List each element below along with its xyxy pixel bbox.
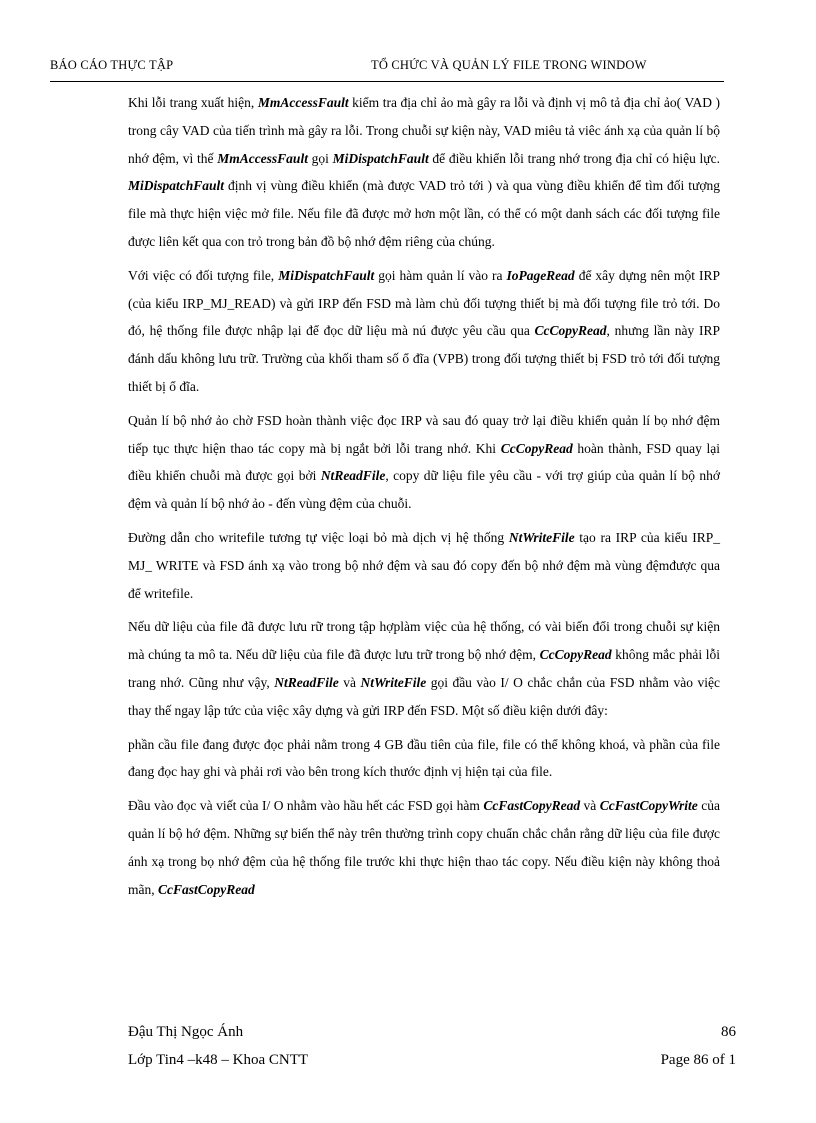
paragraph-text: Khi lỗi trang xuất hiện, (128, 95, 258, 110)
paragraph-text: Với việc có đối tượng file, (128, 267, 279, 283)
paragraph-text: gọi (307, 150, 333, 166)
paragraph-text: hoàn thành, FSD quay lại điều khiển chuỗi mà được gọi bởi (128, 440, 720, 484)
footer-line-2 (128, 1052, 736, 1072)
paragraph-text: Nếu dữ liệu của file đã được lưu rữ trong tập hợplàm việc của hệ thống, có vài biến đổi trong chuỗi sự kiện mà chúng ta mô ta. Nếu dữ liệu của file đã được lưu trữ trong bộ nhớ đệm, (128, 619, 720, 663)
function-name: CcCopyRead (539, 647, 612, 663)
header-rule (50, 81, 724, 82)
function-name: CcFastCopyRead (158, 881, 255, 897)
function-name: CcCopyRead (534, 323, 607, 339)
body-paragraph (128, 262, 720, 401)
header-right-title: TỔ CHỨC VÀ QUẢN LÝ FILE TRONG WINDOW (371, 58, 647, 72)
paragraph-text: gọi hàm quản lí vào ra (374, 267, 507, 283)
paragraph-text: gọi đầu vào I/ O chắc chắn của FSD nhằm vào việc thay thế ngay lập tức của việc xây dựng và gửi IRP đến FSD. Một số điều kiện dưới đây: (128, 674, 720, 718)
paragraph-text: Đường dẫn cho writefile tương tự việc loại bỏ mà dịch vị hệ thống (128, 529, 509, 545)
paragraph-text: và (580, 798, 600, 814)
function-name: MmAccessFault (257, 95, 349, 110)
paragraph-text: Đầu vào đọc và viết của I/ O nhằm vào hầu hết các FSD gọi hàm (128, 798, 484, 814)
function-name: MiDispatchFault (278, 267, 375, 283)
body-paragraph (128, 89, 720, 256)
footer-author: Đậu Thị Ngọc Ánh (128, 1024, 244, 1040)
paragraph-text: kiểm tra địa chỉ ảo mà gây ra lỗi và định vị mô tả địa chỉ ảo( VAD ) trong cây VAD của tiến trình mà gây ra lỗi. Trong chuỗi sự kiện này, VAD miêu tả viêc ánh xạ của quản lí bộ nhớ đệm, vì thế (128, 95, 720, 166)
function-name: NtWriteFile (360, 674, 427, 690)
function-name: NtReadFile (274, 674, 339, 690)
paragraph-text: không mắc phải lỗi trang nhớ. Cũng như vậy, (128, 647, 720, 690)
footer-class: Lớp Tin4 –k48 – Khoa CNTT (128, 1052, 309, 1068)
paragraph-text: để xây dựng nên một IRP (của kiểu IRP_MJ_READ) và gửi IRP đến FSD mà làm chủ đối tượng thiết bị mà đối tượng file trỏ tới. Do đó, hệ thống file được nhập lại để đọc dữ liệu mà nú được yêu cầu qua (128, 267, 720, 339)
page-header (50, 58, 722, 76)
document-body (128, 89, 720, 909)
paragraph-text: Quản lí bộ nhớ ảo chờ FSD hoàn thành việc đọc IRP và sau đó quay trở lại điều khiển quản lí bọ nhớ đệm tiếp tục thực hiện thao tác copy mà bị ngắt bởi lỗi trang nhớ. Khi (128, 412, 720, 456)
function-name: MiDispatchFault (332, 150, 429, 166)
function-name: MmAccessFault (217, 150, 308, 166)
paragraph-text: của quản lí bộ hớ đệm. Những sự biến thể này trên thường trình copy chuẩn chắc chắn rằng dữ liệu của file được ánh xạ trong bọ nhớ đệm của hệ thống file trước khi thực hiện thao tác copy. Nếu điều kiện này không thoả mãn, (128, 798, 720, 897)
function-name: CcFastCopyRead (483, 798, 581, 814)
paragraph-text: tạo ra IRP của kiểu IRP_ MJ_ WRITE và FSD ánh xạ vào trong bộ nhớ đệm và sau đó copy đến bộ nhớ đệm mà vùng đệmđược qua để writefile. (128, 529, 720, 601)
header-left-title: BÁO CÁO THỰC TẬP (50, 58, 174, 72)
function-name: NtWriteFile (508, 529, 575, 545)
footer-page-number: 86 (721, 1024, 736, 1040)
paragraph-text: để điều khiển lỗi trang nhớ trong địa chỉ có hiệu lực. (428, 150, 720, 166)
paragraph-text: định vị vùng điều khiển (mà được VAD trỏ tới ) và qua vùng điều khiển để tìm đối tượng file mà thực hiện việc mở file. Nếu file đã được mở hơn một lần, có thể có một danh sách các đối tượng file được liên kết qua con trỏ trong bản đồ bộ nhớ đệm riêng của chúng. (128, 178, 720, 249)
paragraph-text: , nhưng lần này IRP đánh dấu không lưu trữ. Trường của khối tham số ổ đĩa (VPB) trong đối tượng thiết bị FSD trỏ tới đối tượng thiết bị ổ đĩa. (128, 323, 720, 394)
paragraph-text: phần cầu file đang được đọc phải nằm trong 4 GB đầu tiên của file, file có thể không khoá, và phần của file đang đọc hay ghi và phải rơi vào bên trong kích thước định vị hiện tại của file. (128, 736, 720, 780)
footer-line-1 (128, 1024, 736, 1044)
function-name: MiDispatchFault (128, 178, 225, 194)
paragraph-text: và (338, 674, 361, 690)
body-paragraph (128, 524, 720, 607)
paragraph-text: , copy dữ liệu file yêu cầu - với trợ giúp của quản lí bộ nhớ đệm và quản lí bộ nhớ ảo - đến vùng đệm của chuỗi. (128, 468, 721, 512)
body-paragraph (128, 407, 720, 518)
body-paragraph (128, 792, 720, 903)
function-name: CcCopyRead (500, 440, 573, 456)
body-paragraph (128, 613, 720, 724)
function-name: CcFastCopyWrite (599, 798, 698, 814)
footer-page-of: Page 86 of 1 (660, 1052, 736, 1068)
function-name: IoPageRead (506, 267, 575, 283)
function-name: NtReadFile (320, 468, 386, 484)
body-paragraph (128, 731, 720, 787)
